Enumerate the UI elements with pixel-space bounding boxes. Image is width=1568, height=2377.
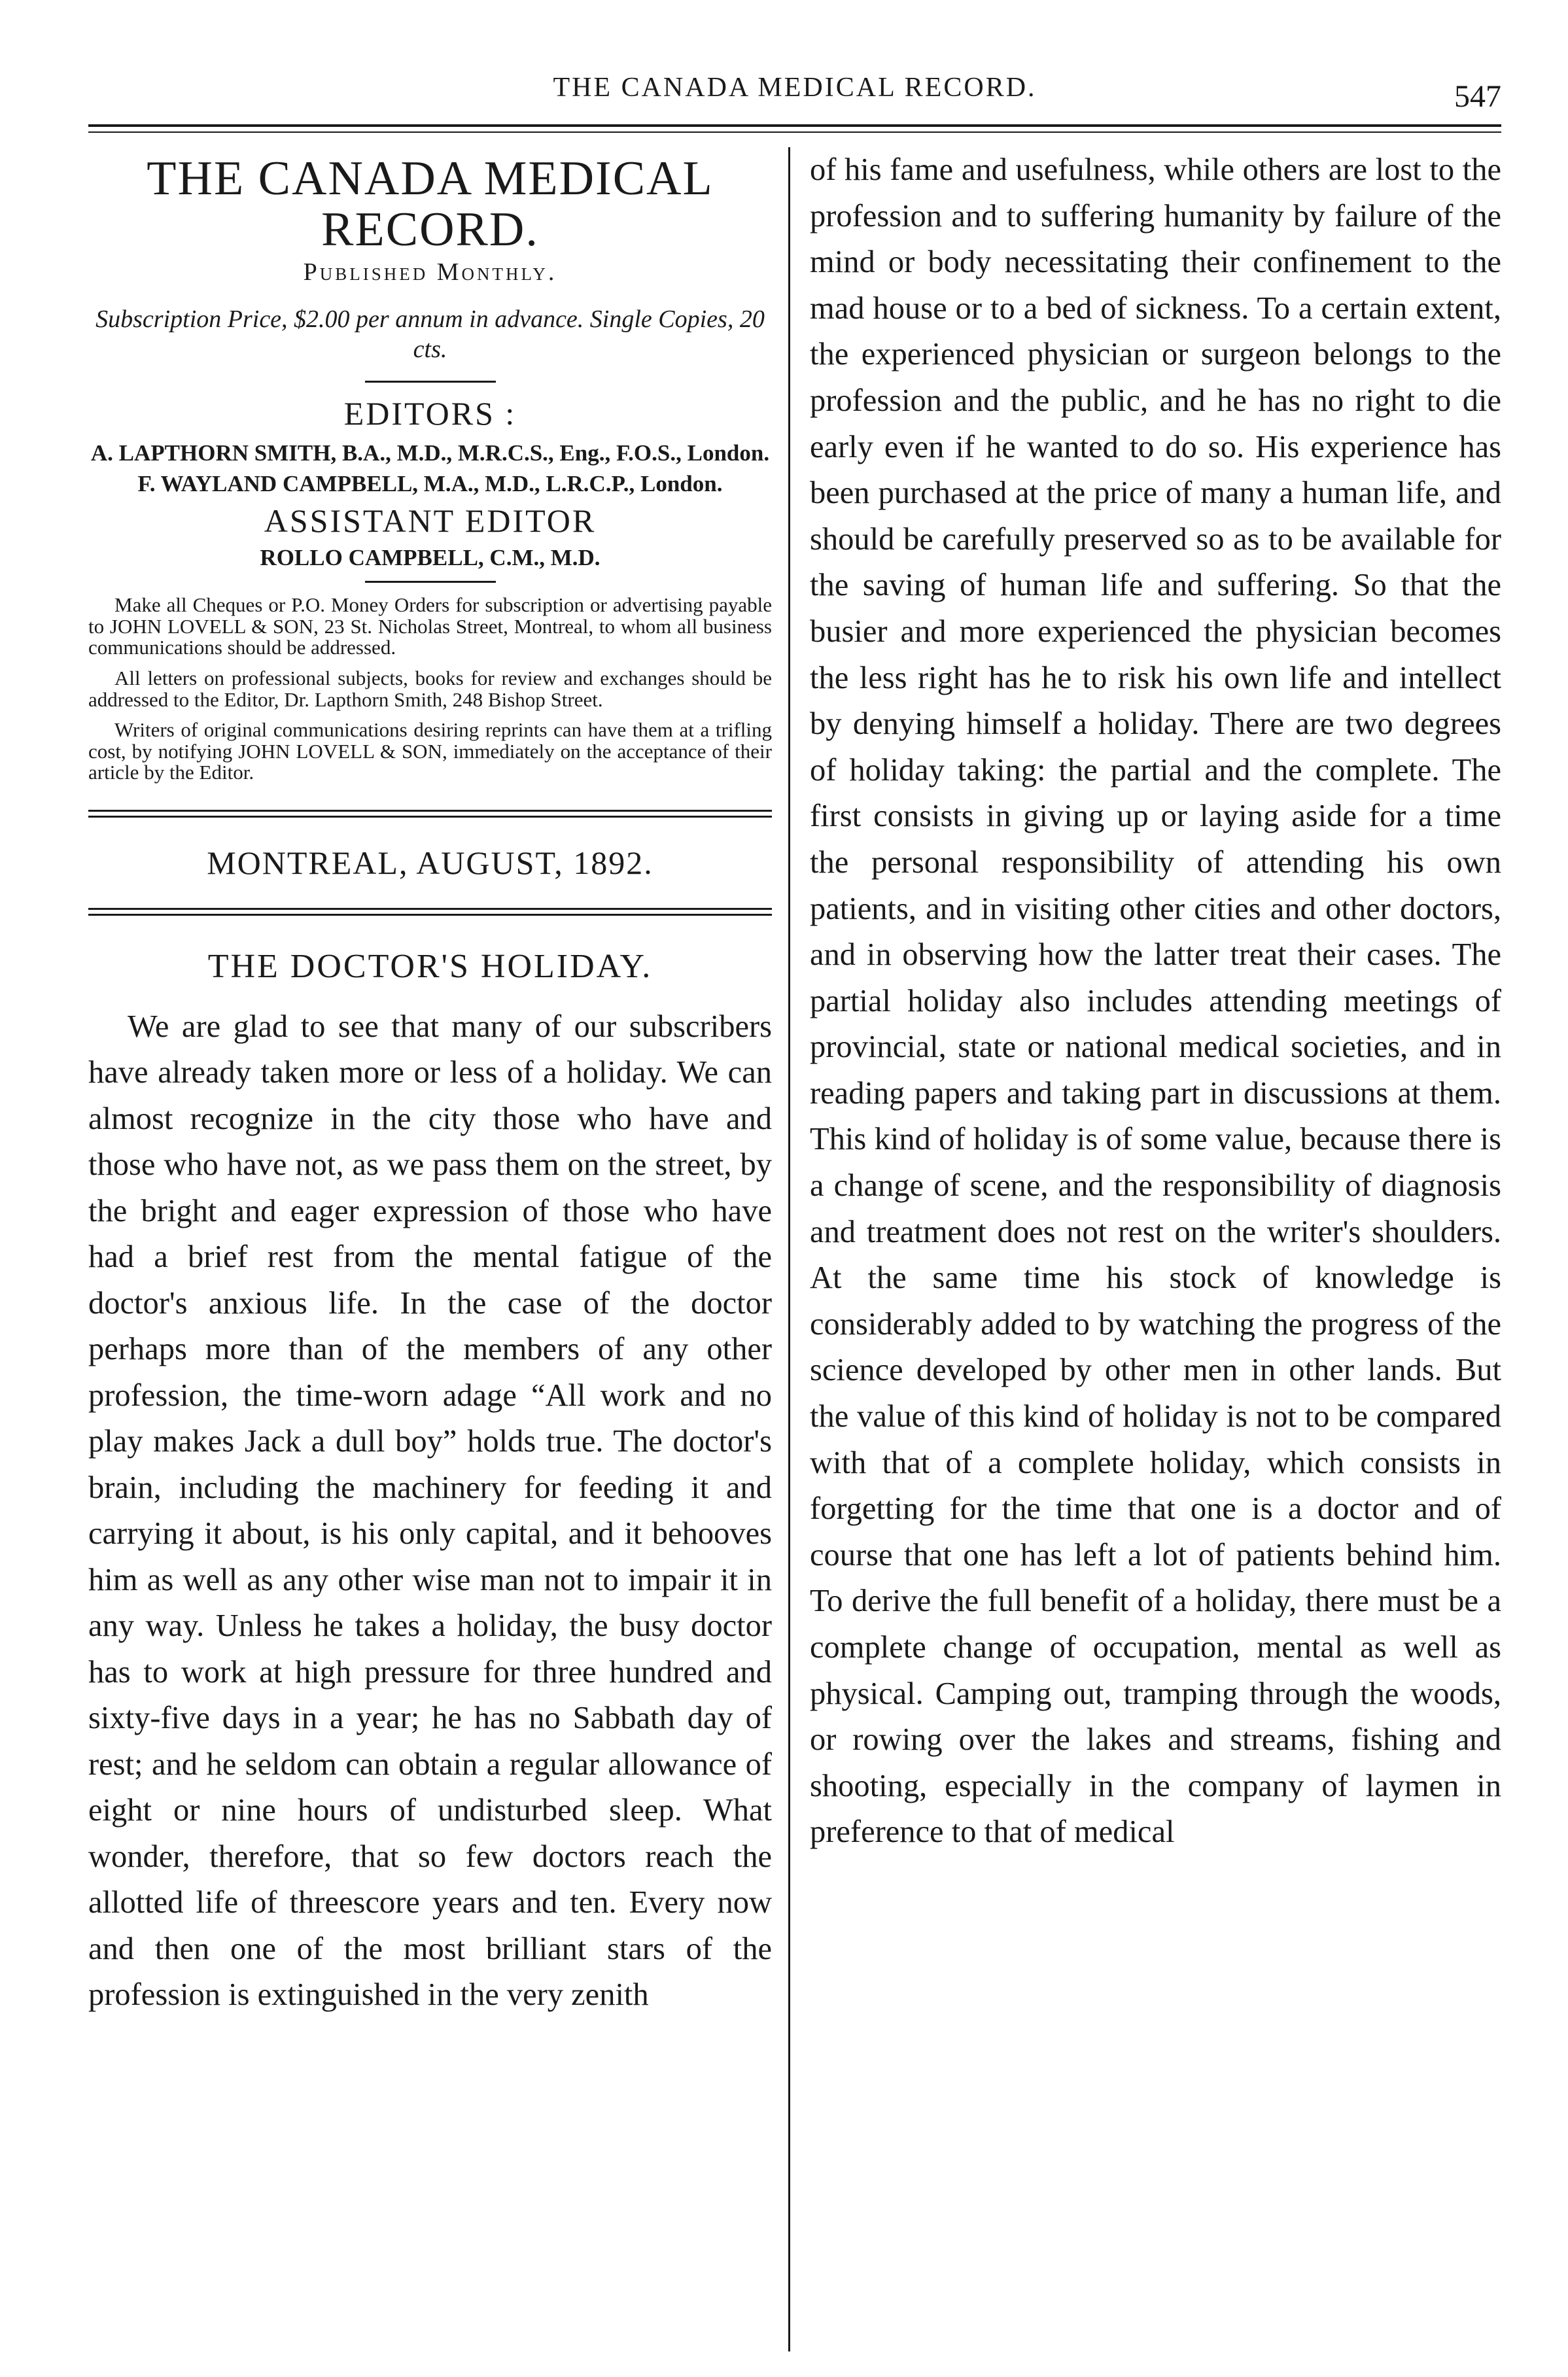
short-rule [365,381,496,383]
left-column [88,147,772,2351]
notice-payment: Make all Cheques or P.O. Money Orders for subscription or advertising payable to JOHN LOVELL & SON, 23 St. Nicholas Street, Montreal, to whom all business communications should be addressed. [88,593,772,659]
running-head [88,72,1501,118]
article-title: THE DOCTOR'S HOLIDAY. [207,947,653,985]
dateline: MONTREAL, AUGUST, 1892. [207,844,653,881]
editors-heading: EDITORS : [343,394,517,432]
notice-reprints: Writers of original communications desiring reprints can have them at a trifling cost, by notifying JOHN LOVELL & SON, immediately on the acceptance of their article by the Editor. [88,718,772,784]
right-column [810,147,1501,2351]
masthead-title: THE CANADA MEDICAL RECORD. [147,152,714,256]
editor-smith: A. LAPTHORN SMITH, B.A., M.D., M.R.C.S., Eng., F.O.S., London. [90,440,770,466]
dateline-rule-top-inner [88,816,772,818]
assistant-editor: ROLLO CAMPBELL, C.M., M.D. [260,545,601,571]
header-rule-bottom [88,131,1501,133]
notice-letters: All letters on professional subjects, books for review and exchanges should be addressed to the Editor, Dr. Lapthorn Smith, 248 Bishop Street. [88,666,772,711]
dateline-rule-bottom [88,908,772,910]
masthead [88,154,772,784]
short-rule [365,581,496,583]
editor-campbell: F. WAYLAND CAMPBELL, M.A., M.D., L.R.C.P., London. [137,470,723,496]
article-text-right: of his fame and usefulness, while others are lost to the profession and to suffering humanity by failure of the mind or body necessitating their confinement to the mad house or to a bed of sickness. To a certain extent, the experienced physician or surgeon belongs to the profession and the public, and he has no right to die early even if he wanted to do so. His experience has been purchased at the price of many a human life, and should be carefully preserved so as to be available for the saving of human life and suffering. So that the busier and more experienced the physician becomes the less right has he to risk his own life and intellect by denying himself a holiday. There are two degrees of holiday taking: the partial and the complete. The first consists in giving up or laying aside for a time the personal responsibility of attending his own patients, and in visiting other cities and other doctors, and in observing how the latter treat their cases. The partial holiday also includes attending meetings of provincial, state or national medical societies, and in reading papers and taking part in discussions at them. This kind of holiday is of some value, because there is a change of scene, and the responsibility of diagnosis and treatment does not rest on the writer's shoulders. At the same time his stock of knowledge is considerably added to by watching the progress of the science developed by other men in other lands. But the value of this kind of holiday is not to be compared with that of a complete holiday, which consists in forgetting for the time that one is a doctor and of course that one has left a lot of patients behind him. To derive the full benefit of a holiday, there must be a complete change of occupation, mental as well as physical. Camping out, tramping through the woods, or rowing over the lakes and streams, fishing and shooting, especially in the company of laymen in preference to that of medical [810,152,1501,1850]
dateline-rule-top [88,810,772,812]
dateline-rule-bottom-inner [88,914,772,916]
subscription-price: Subscription Price, $2.00 per annum in advance. Single Copies, 20 cts. [96,305,765,363]
masthead-subtitle: Published Monthly. [303,258,557,286]
assistant-editor-heading: ASSISTANT EDITOR [264,502,597,540]
column-separator [788,147,790,2351]
page-number: 547 [1454,79,1501,114]
running-title: THE CANADA MEDICAL RECORD. [553,73,1037,103]
article-text-left: We are glad to see that many of our subscribers have already taken more or less of a holiday. We can almost recognize in the city those who have and those who have not, as we pass them on the street, by the bright and eager expression of those who have had a brief rest from the mental fatigue of the doctor's anxious life. In the case of the doctor perhaps more than of the members of any other profession, the time-worn adage “All work and no play makes Jack a dull boy” holds true. The doctor's brain, including the machinery for feeding it and carrying it about, is his only capital, and it behooves him as well as any other wise man not to impair it in any way. Unless he takes a holiday, the busy doctor has to work at high pressure for three hundred and sixty-five days in a year; he has no Sabbath day of rest; and he seldom can obtain a regular allowance of eight or nine hours of undisturbed sleep. What wonder, therefore, that so few doctors reach the allotted life of threescore years and ten. Every now and then one of the most brilliant stars of the profession is extinguished in the very zenith [88,1009,772,2013]
header-rule-top [88,124,1501,127]
